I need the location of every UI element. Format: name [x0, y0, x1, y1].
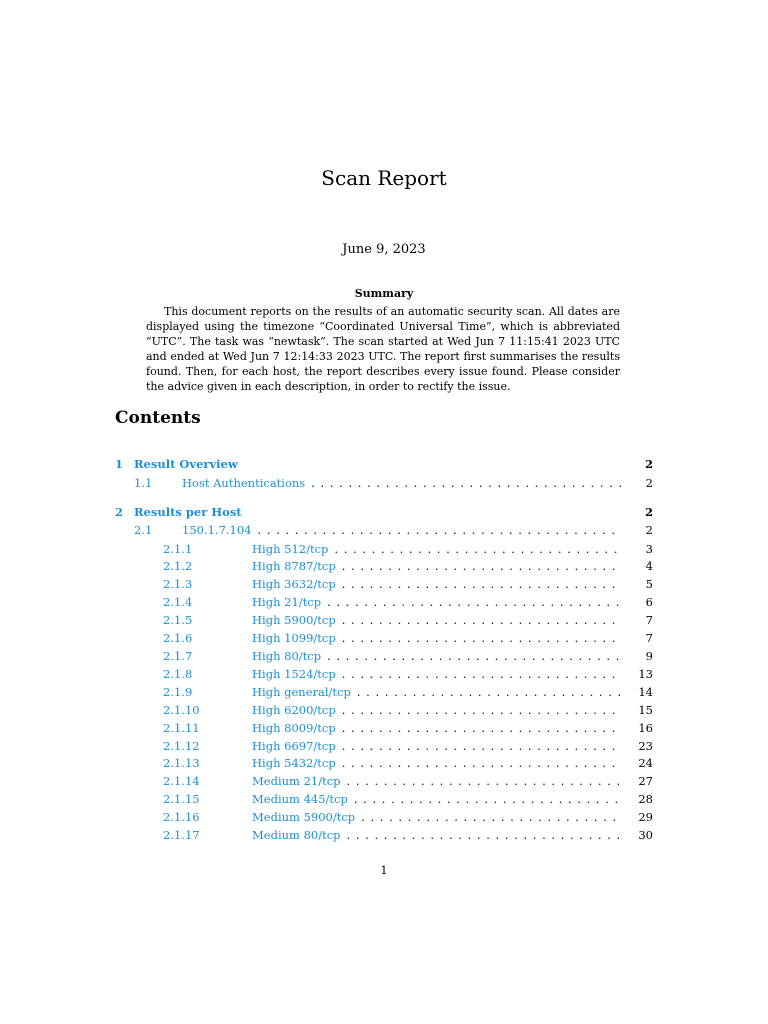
toc-entry-page: 7	[645, 613, 653, 627]
toc-entry-number[interactable]: 2.1.12	[163, 739, 200, 753]
toc-entry-page: 2	[645, 523, 653, 537]
toc-entry-label[interactable]: 150.1.7.104	[182, 523, 252, 537]
toc-entry-number[interactable]: 2.1.4	[163, 595, 193, 609]
toc-dot-leader	[342, 702, 621, 718]
toc-entry-page: 16	[638, 721, 653, 735]
toc-dot-leader	[327, 594, 621, 610]
toc-dot-leader	[258, 522, 622, 538]
toc-entry-number[interactable]: 2.1.6	[163, 631, 193, 645]
toc-entry-page: 6	[645, 595, 653, 609]
toc-entry-label[interactable]: Result Overview	[134, 457, 238, 471]
toc-entry[interactable]	[115, 475, 653, 491]
toc-entry[interactable]	[115, 630, 653, 646]
toc-entry-label[interactable]: High 5432/tcp	[252, 756, 336, 770]
toc-dot-leader	[347, 827, 621, 843]
toc-entry-page: 29	[638, 810, 653, 824]
toc-entry-label[interactable]: Medium 5900/tcp	[252, 810, 356, 824]
toc-entry-page: 28	[638, 792, 653, 806]
toc-entry-page: 2	[645, 476, 653, 490]
toc-entry-label[interactable]: High 5900/tcp	[252, 613, 336, 627]
toc-entry[interactable]	[115, 791, 653, 807]
toc-entry[interactable]	[115, 809, 653, 825]
toc-entry[interactable]	[115, 738, 653, 754]
toc-entry-label[interactable]: High 1099/tcp	[252, 631, 336, 645]
toc-entry-page: 14	[638, 685, 653, 699]
toc-entry-page: 5	[645, 577, 653, 591]
toc-entry-number[interactable]: 1	[115, 457, 124, 471]
toc-entry-page: 30	[638, 828, 653, 842]
toc-dot-leader	[342, 738, 621, 754]
toc-dot-leader	[311, 475, 621, 491]
toc-entry-number[interactable]: 2.1.2	[163, 559, 193, 573]
toc-dot-leader	[361, 809, 621, 825]
toc-entry[interactable]	[115, 648, 653, 664]
toc-entry-number[interactable]: 2.1.8	[163, 667, 193, 681]
toc-entry[interactable]	[115, 827, 653, 843]
toc-entry[interactable]	[115, 612, 653, 628]
toc-entry[interactable]	[115, 541, 653, 557]
toc-entry-number[interactable]: 2.1.17	[163, 828, 200, 842]
toc-entry-number[interactable]: 2.1.16	[163, 810, 200, 824]
toc-dot-leader	[347, 773, 621, 789]
toc-entry-label[interactable]: Medium 21/tcp	[252, 774, 341, 788]
toc-entry-number[interactable]: 2	[115, 505, 124, 519]
toc-dot-leader	[342, 558, 621, 574]
toc-entry-page: 3	[645, 542, 653, 556]
report-title: Scan Report	[321, 166, 447, 190]
toc-entry[interactable]	[115, 702, 653, 718]
toc-dot-leader	[342, 666, 621, 682]
toc-entry-page: 15	[638, 703, 653, 717]
toc-entry[interactable]	[115, 755, 653, 771]
toc-entry-page: 24	[638, 756, 653, 770]
toc-entry-label[interactable]: High 6200/tcp	[252, 703, 336, 717]
toc-entry[interactable]	[115, 773, 653, 789]
toc-entry-label[interactable]: High 21/tcp	[252, 595, 322, 609]
toc-entry-label[interactable]: High 512/tcp	[252, 542, 329, 556]
toc-entry-label[interactable]: Host Authentications	[182, 476, 306, 490]
toc-entry-page: 23	[638, 739, 653, 753]
toc-entry-number[interactable]: 2.1.13	[163, 756, 200, 770]
report-date: June 9, 2023	[342, 242, 426, 257]
toc-entry[interactable]	[115, 456, 653, 472]
toc-dot-leader	[342, 630, 621, 646]
toc-entry-page: 13	[638, 667, 653, 681]
toc-entry[interactable]	[115, 522, 653, 538]
summary-heading: Summary	[354, 287, 414, 300]
toc-dot-leader	[342, 720, 621, 736]
toc-entry-label[interactable]: High 1524/tcp	[252, 667, 336, 681]
toc-entry-number[interactable]: 2.1	[134, 523, 153, 537]
toc-entry[interactable]	[115, 558, 653, 574]
toc-dot-leader	[354, 791, 621, 807]
contents-heading: Contents	[115, 408, 201, 428]
toc-entry[interactable]	[115, 594, 653, 610]
toc-entry-number[interactable]: 2.1.14	[163, 774, 200, 788]
toc-entry-label[interactable]: High 3632/tcp	[252, 577, 336, 591]
toc-entry-number[interactable]: 2.1.3	[163, 577, 193, 591]
toc-dot-leader	[357, 684, 621, 700]
toc-dot-leader	[342, 576, 621, 592]
toc-entry-number[interactable]: 2.1.11	[163, 721, 200, 735]
summary-text: This document reports on the results of an automatic security scan. All dates are displayed using the timezone “Coordinated Universal Time”, which is abbreviated “UTC”. The task was “newtask”. The scan started at Wed Jun 7 11:15:41 2023 UTC and ended at Wed Jun 7 12:14:33 2023 UTC. The report first summarises the results found. Then, for each host, the report describes every issue found. Please consider the advice given in each description, in order to rectify the issue.	[146, 305, 620, 393]
toc-entry-number[interactable]: 2.1.10	[163, 703, 200, 717]
toc-entry-number[interactable]: 1.1	[134, 476, 153, 490]
toc-entry-number[interactable]: 2.1.7	[163, 649, 193, 663]
toc-dot-leader	[327, 648, 621, 664]
toc-dot-leader	[342, 755, 621, 771]
toc-entry[interactable]	[115, 504, 653, 520]
toc-entry-label[interactable]: High 8787/tcp	[252, 559, 336, 573]
toc-dot-leader	[342, 612, 621, 628]
toc-entry-number[interactable]: 2.1.1	[163, 542, 193, 556]
toc-entry-page: 2	[644, 457, 653, 471]
toc-entry-label[interactable]: Medium 445/tcp	[252, 792, 348, 806]
toc-entry-number[interactable]: 2.1.9	[163, 685, 193, 699]
toc-entry-number[interactable]: 2.1.15	[163, 792, 200, 806]
toc-entry-label[interactable]: High general/tcp	[252, 685, 351, 699]
toc-entry[interactable]	[115, 720, 653, 736]
toc-entry-page: 2	[644, 505, 653, 519]
toc-entry[interactable]	[115, 666, 653, 682]
toc-entry-label[interactable]: High 8009/tcp	[252, 721, 336, 735]
toc-entry-label[interactable]: Medium 80/tcp	[252, 828, 341, 842]
toc-entry-label[interactable]: High 6697/tcp	[252, 739, 336, 753]
toc-entry-page: 9	[645, 649, 653, 663]
toc-entry-page: 4	[645, 559, 653, 573]
toc-entry-label[interactable]: Results per Host	[134, 505, 242, 519]
toc-entry[interactable]	[115, 576, 653, 592]
toc-entry-page: 27	[638, 774, 653, 788]
toc-entry[interactable]	[115, 684, 653, 700]
toc-entry-page: 7	[645, 631, 653, 645]
toc-entry-number[interactable]: 2.1.5	[163, 613, 193, 627]
page-number: 1	[380, 864, 388, 877]
toc-dot-leader	[334, 541, 621, 557]
toc-entry-label[interactable]: High 80/tcp	[252, 649, 322, 663]
